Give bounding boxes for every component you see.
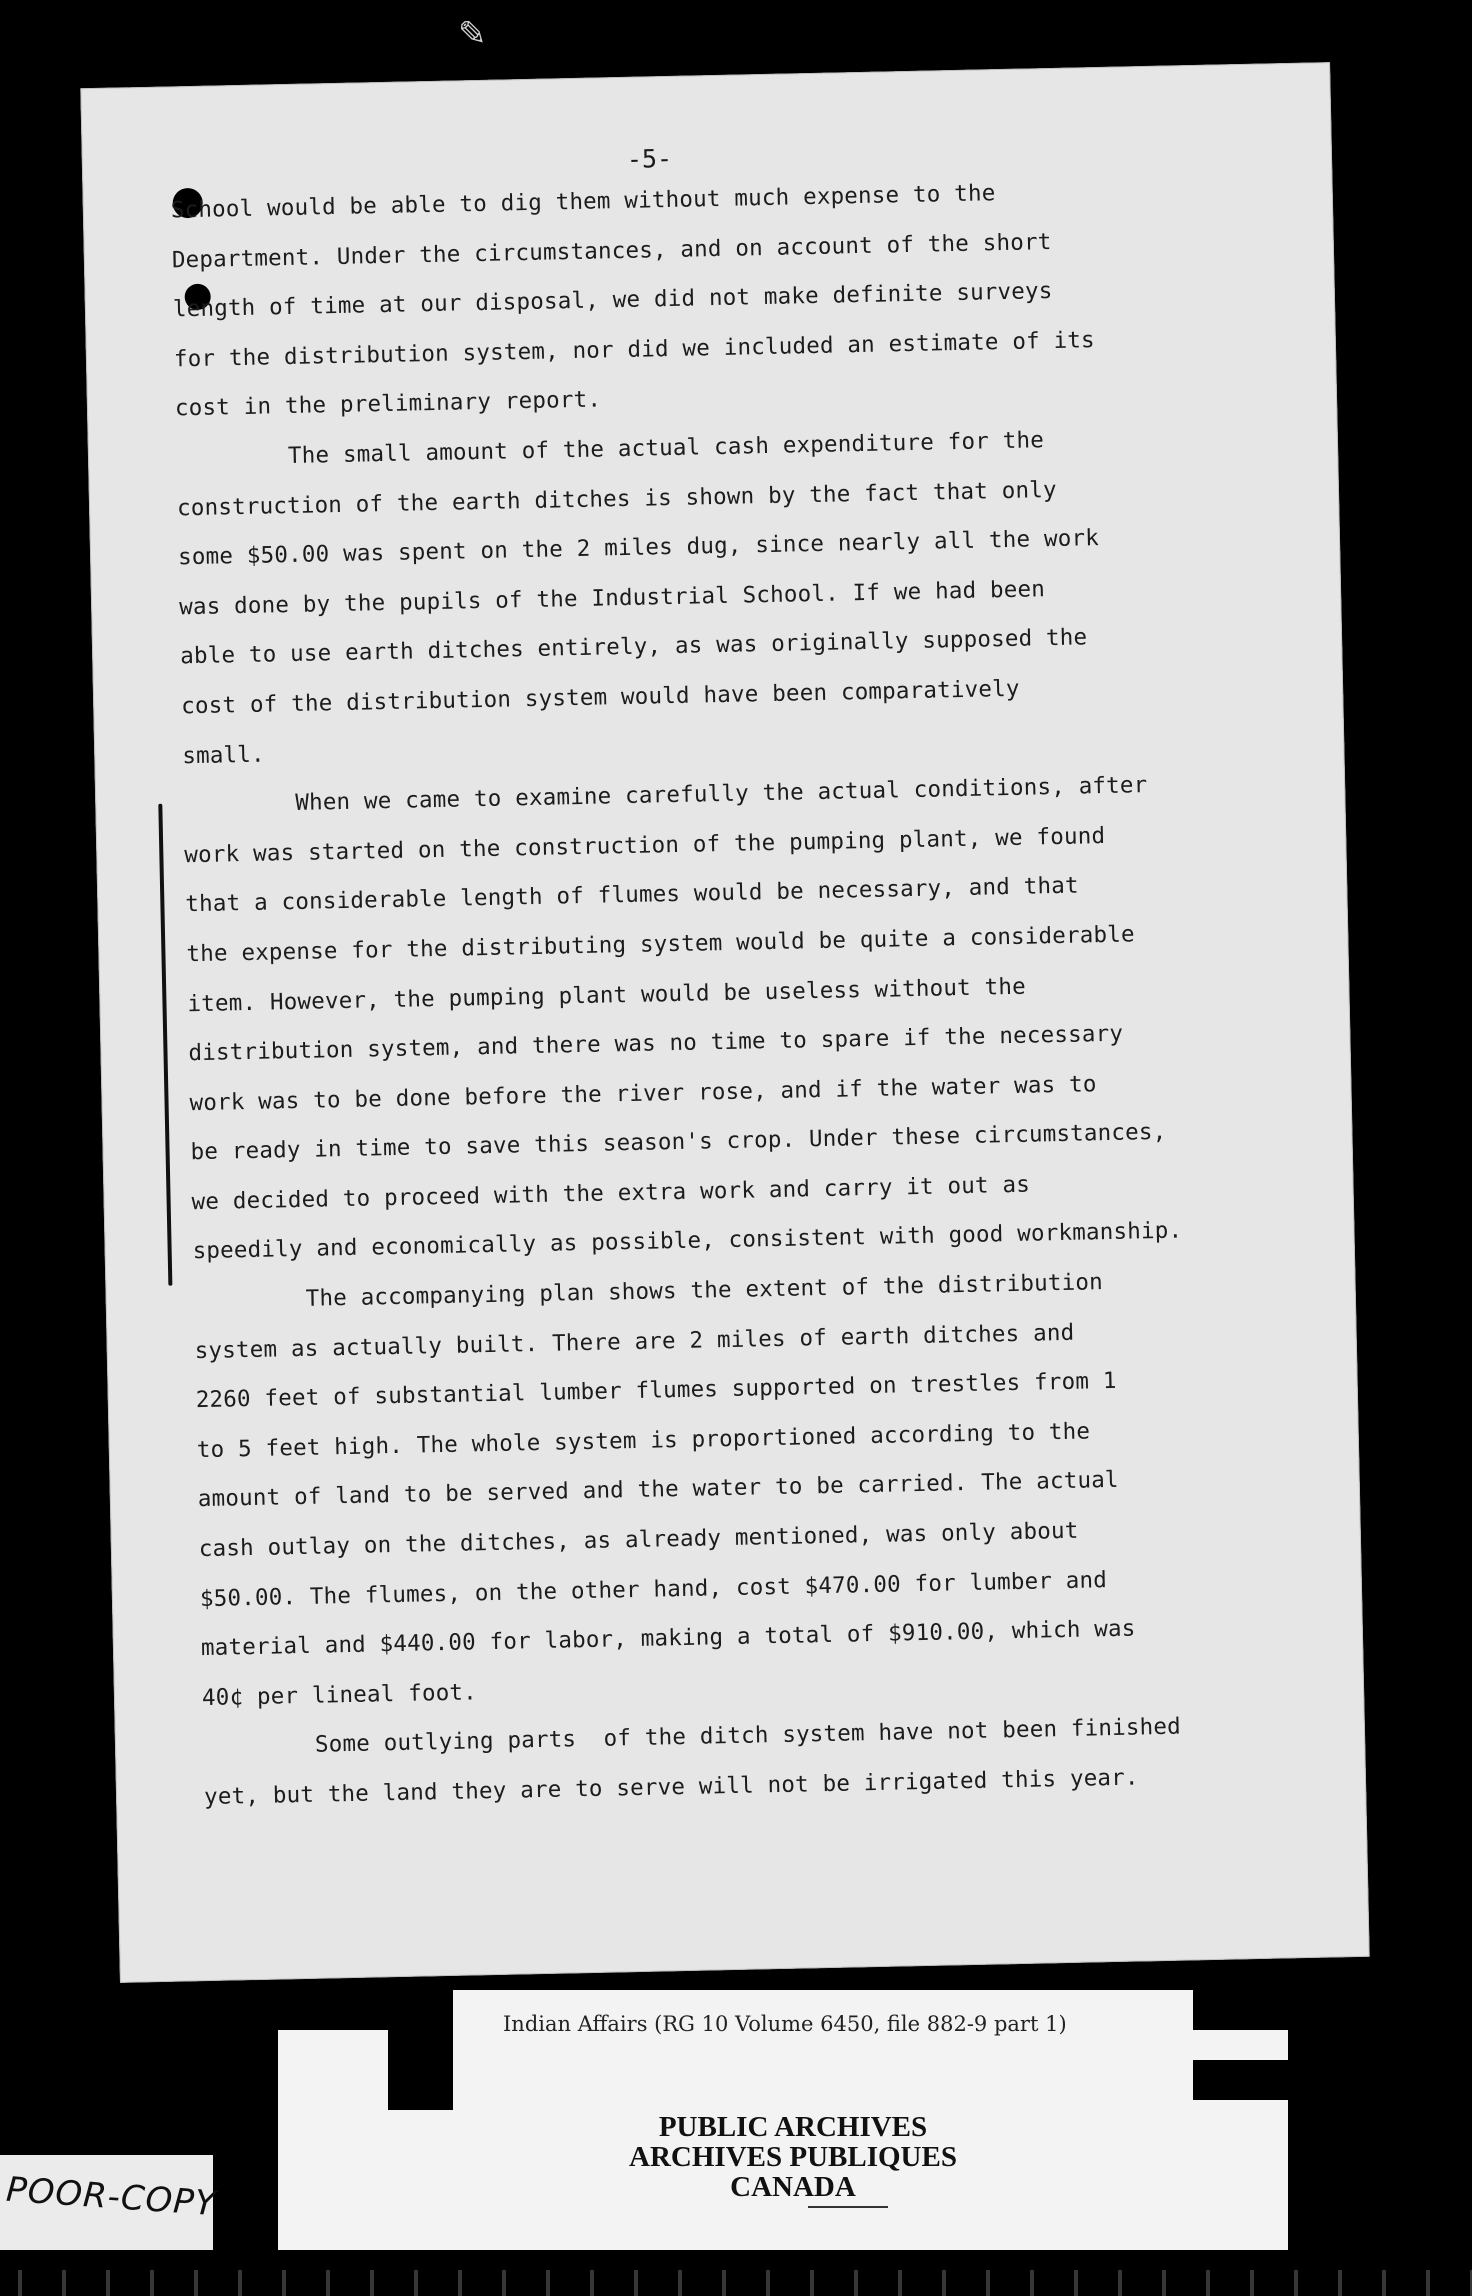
text-line: cost of the distribution system would have been comparatively: [180, 675, 1020, 720]
document-page: [80, 62, 1369, 1983]
text-line: that a considerable length of flumes would be necessary, and that: [185, 872, 1079, 918]
text-line: able to use earth ditches entirely, as was originally supposed the: [179, 624, 1088, 670]
archive-reference: Indian Affairs (RG 10 Volume 6450, file 882-9 part 1): [503, 2012, 1067, 2036]
text-line: small.: [182, 741, 266, 769]
archive-stamp: [548, 2112, 1038, 2202]
text-line: material and $440.00 for labor, making a total of $910.00, which was: [200, 1615, 1136, 1662]
margin-revision-bar: [158, 804, 172, 1286]
text-line: we decided to proceed with the extra work and carry it out as: [191, 1171, 1031, 1216]
text-line: system as actually built. There are 2 miles of earth ditches and: [194, 1319, 1075, 1364]
text-line: for the distribution system, nor did we included an estimate of its: [173, 326, 1096, 373]
text-line: cost in the preliminary report.: [174, 386, 602, 422]
film-edge: [0, 2270, 1472, 2296]
text-line: The accompanying plan shows the extent of the distribution: [305, 1269, 1104, 1312]
text-line: yet, but the land they are to serve will not be irrigated this year.: [203, 1764, 1139, 1811]
stamp-line: CANADA: [730, 2171, 856, 2203]
label-edge: [388, 2030, 453, 2110]
label-edge: [1193, 2060, 1288, 2100]
text-line: $50.00. The flumes, on the other hand, cost $470.00 for lumber and: [199, 1566, 1108, 1612]
text-line: work was to be done before the river rose, and if the water was to: [189, 1070, 1097, 1116]
stamp-underline: [808, 2206, 888, 2208]
text-line: When we came to examine carefully the actual conditions, after: [295, 772, 1148, 817]
page-number: -5-: [626, 143, 673, 174]
text-line: item. However, the pumping plant would be useless without the: [187, 973, 1027, 1017]
text-line: speedily and economically as possible, consistent with good workmanship.: [192, 1217, 1183, 1265]
text-line: be ready in time to save this season's crop. Under these circumstances,: [190, 1119, 1167, 1166]
typed-letter-body: [170, 164, 1294, 1823]
poor-copy-card: [0, 2155, 218, 2250]
text-line: length of time at our disposal, we did not make definite surveys: [172, 278, 1053, 323]
text-line: amount of land to be served and the water to be carried. The actual: [197, 1467, 1119, 1513]
text-line: 40¢ per lineal foot.: [201, 1679, 478, 1711]
stamp-line: PUBLIC ARCHIVES: [658, 2111, 928, 2143]
text-line: The small amount of the actual cash expenditure for the: [287, 427, 1045, 469]
text-line: Some outlying parts of the ditch system have not been finished: [314, 1714, 1182, 1759]
text-line: construction of the earth ditches is shown by the fact that only: [176, 476, 1057, 521]
text-line: was done by the pupils of the Industrial School. If we had been: [178, 575, 1046, 621]
text-line: 2260 feet of substantial lumber flumes supported on trestles from 1: [195, 1368, 1117, 1414]
label-edge: [1193, 2100, 1288, 2250]
text-line: distribution system, and there was no time to spare if the necessary: [188, 1020, 1124, 1067]
text-line: cash outlay on the ditches, as already mentioned, was only about: [198, 1517, 1079, 1563]
text-line: to 5 feet high. The whole system is proportioned according to the: [196, 1418, 1091, 1463]
text-line: some $50.00 was spent on the 2 miles dug, since nearly all the work: [177, 525, 1100, 571]
stamp-line: ARCHIVES PUBLIQUES: [629, 2141, 957, 2173]
text-line: School would be able to dig them without much expense to the: [170, 180, 996, 224]
text-line: Department. Under the circumstances, and on account of the short: [171, 228, 1052, 274]
film-pen-mark: ✎: [458, 14, 487, 54]
text-line: the expense for the distributing system would be quite a considerable: [186, 921, 1135, 968]
handwritten-note: POOR-COPY: [4, 2169, 218, 2225]
text-line: work was started on the construction of the pumping plant, we found: [184, 822, 1106, 869]
